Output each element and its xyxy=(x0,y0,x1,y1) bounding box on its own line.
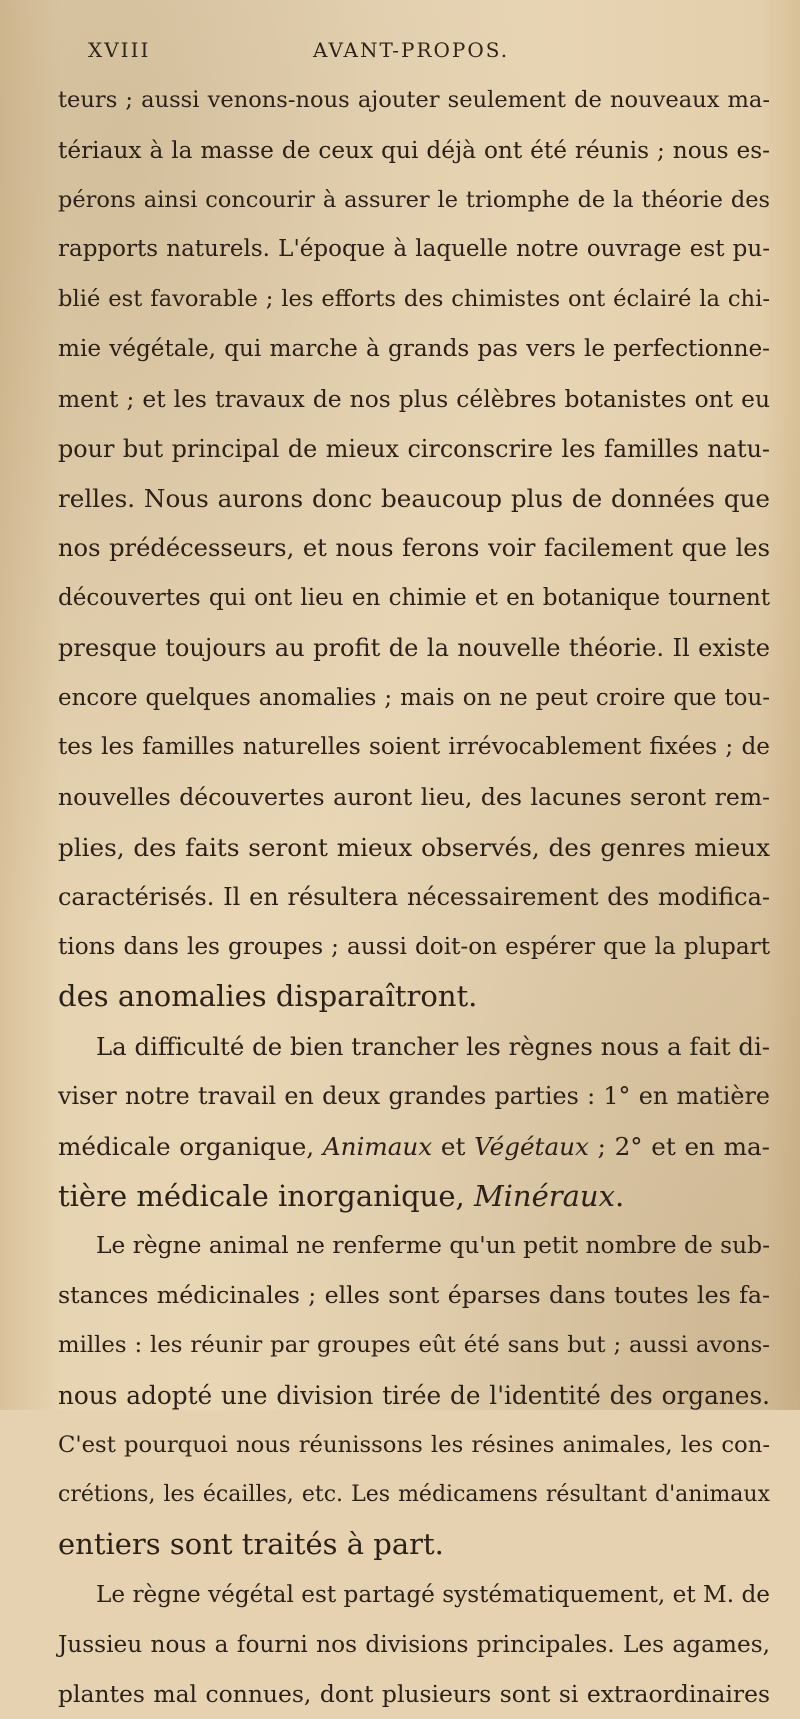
text-line: entiers sont traités à part. xyxy=(58,1520,770,1570)
text-line: Le règne végétal est partagé systématiquement, et M. de xyxy=(58,1570,770,1620)
text-line: Jussieu nous a fourni nos divisions principales. Les agames, xyxy=(58,1620,770,1670)
page-header xyxy=(88,38,728,68)
text-line: viser notre travail en deux grandes parties : 1° en matière xyxy=(58,1072,770,1122)
text-line: plies, des faits seront mieux observés, des genres mieux xyxy=(58,823,770,873)
text-line: médicale organique, Animaux et Végétaux ; 2° et en ma- xyxy=(58,1122,770,1172)
text-line: rapports naturels. L'époque à laquelle notre ouvrage est pu- xyxy=(58,225,770,275)
text-line: tière médicale inorganique, Minéraux. xyxy=(58,1172,770,1222)
text-line: plantes mal connues, dont plusieurs sont si extraordinaires xyxy=(58,1670,770,1719)
text-line: relles. Nous aurons donc beaucoup plus de données que xyxy=(58,474,770,524)
text-line: tes les familles naturelles soient irrévocablement fixées ; de xyxy=(58,723,770,773)
text-line: caractérisés. Il en résultera nécessairement des modifica- xyxy=(58,873,770,923)
text-line: mie végétale, qui marche à grands pas vers le perfectionne- xyxy=(58,325,770,375)
page-number: XVIII xyxy=(88,38,150,62)
text-line: blié est favorable ; les efforts des chimistes ont éclairé la chi- xyxy=(58,275,770,325)
text-line: teurs ; aussi venons-nous ajouter seulement de nouveaux ma- xyxy=(58,76,770,126)
text-line: découvertes qui ont lieu en chimie et en botanique tournent xyxy=(58,574,770,624)
text-line: pérons ainsi concourir à assurer le triomphe de la théorie des xyxy=(58,176,770,226)
text-line: pour but principal de mieux circonscrire les familles natu- xyxy=(58,425,770,475)
text-line: presque toujours au profit de la nouvelle théorie. Il existe xyxy=(58,624,770,674)
text-line: Le règne animal ne renferme qu'un petit nombre de sub- xyxy=(58,1221,770,1271)
text-line: ment ; et les travaux de nos plus célèbres botanistes ont eu xyxy=(58,375,770,425)
text-line: milles : les réunir par groupes eût été sans but ; aussi avons- xyxy=(58,1321,770,1371)
text-line: tions dans les groupes ; aussi doit-on espérer que la plupart xyxy=(58,923,770,973)
text-line: stances médicinales ; elles sont éparses dans toutes les fa- xyxy=(58,1271,770,1321)
text-line: nouvelles découvertes auront lieu, des lacunes seront rem- xyxy=(58,773,770,823)
text-line: tériaux à la masse de ceux qui déjà ont été réunis ; nous es- xyxy=(58,126,770,176)
body-text xyxy=(58,76,770,1719)
running-title: AVANT-PROPOS. xyxy=(313,38,509,62)
text-line: nous adopté une division tirée de l'identité des organes. xyxy=(58,1371,770,1421)
text-line: nos prédécesseurs, et nous ferons voir facilement que les xyxy=(58,524,770,574)
text-line: crétions, les écailles, etc. Les médicamens résultant d'animaux xyxy=(58,1470,770,1520)
text-line: La difficulté de bien trancher les règnes nous a fait di- xyxy=(58,1022,770,1072)
text-line: encore quelques anomalies ; mais on ne peut croire que tou- xyxy=(58,674,770,724)
text-line: C'est pourquoi nous réunissons les résines animales, les con- xyxy=(58,1421,770,1471)
text-line: des anomalies disparaîtront. xyxy=(58,972,770,1022)
